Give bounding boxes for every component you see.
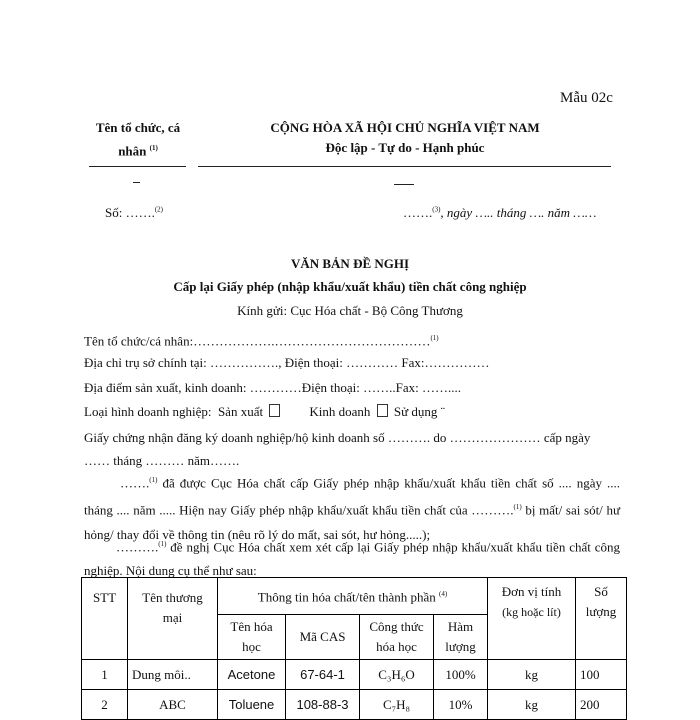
cell-formula: C₇H₈ bbox=[360, 690, 434, 720]
org-dash bbox=[133, 182, 140, 183]
header-cas: Mã CAS bbox=[286, 615, 360, 660]
org-divider bbox=[89, 166, 186, 167]
header-trade-name: Tên thương mại bbox=[128, 578, 218, 660]
national-header bbox=[200, 118, 610, 158]
document-subtitle: Cấp lại Giấy phép (nhập khẩu/xuất khẩu) tiền chất công nghiệp bbox=[173, 279, 527, 294]
cell-content: 100% bbox=[434, 660, 488, 690]
paragraph-request: ……….$^{(1)}$ đề nghị Cục Hóa chất xem xét cấp lại Giấy phép nhập khẩu/xuất khẩu tiền chất công nghiệp. Nội dung cụ thể như sau: bbox=[84, 539, 620, 579]
chemical-table bbox=[81, 577, 627, 720]
form-code: Mẫu 02c bbox=[560, 90, 613, 106]
header-stt: STT bbox=[82, 578, 128, 660]
use-checkbox[interactable]: ¨ bbox=[440, 404, 445, 419]
footnote-ref: (2) bbox=[154, 205, 164, 214]
cell-stt: 2 bbox=[82, 690, 128, 720]
table-row bbox=[82, 660, 627, 690]
national-dash bbox=[394, 184, 414, 185]
cell-unit: kg bbox=[488, 690, 576, 720]
national-divider bbox=[198, 166, 611, 167]
country-name: CỘNG HÒA XÃ HỘI CHỦ NGHĨA VIỆT NAM bbox=[270, 120, 540, 135]
registration-cert-line1: Giấy chứng nhận đăng ký doanh nghiệp/hộ kinh doanh số ………. do ………………… cấp ngày bbox=[84, 430, 591, 445]
cell-content: 10% bbox=[434, 690, 488, 720]
org-name-field: Tên tổ chức/cá nhân:……………….………………………………$^{(1)}$ bbox=[84, 333, 439, 349]
footnote-ref: (1) bbox=[513, 503, 522, 512]
paragraph-license-status: …….$^{(1)}$ đã được Cục Hóa chất cấp Giấy phép nhập khẩu/xuất khẩu tiền chất số .... ngày .... tháng .... năm ..... Hiện nay Giấy phép nhập khẩu/xuất khẩu tiền chất của ……….$^{(1)}$ bị mất/ sai sót/ hư hỏng/ thay đổi về thông tin (nêu rõ lý do mất, sai sót, hư hỏng.....); bbox=[84, 475, 620, 542]
document-title: VĂN BẢN ĐỀ NGHỊ bbox=[290, 256, 410, 271]
cell-trade: ABC bbox=[128, 690, 218, 720]
registration-cert-line2: …… tháng ……… năm……. bbox=[84, 453, 240, 468]
motto: Độc lập - Tự do - Hạnh phúc bbox=[325, 140, 485, 155]
business-type-field: Loại hình doanh nghiệp: Sản xuất Kinh doanh Sử dụng ¨ bbox=[84, 404, 445, 419]
footnote-ref: (3) bbox=[432, 205, 441, 214]
cell-chem: Toluene bbox=[218, 690, 286, 720]
place-date: …….$^{(3)}$, ngày ….. tháng …. năm …… bbox=[403, 205, 597, 220]
recipient-line: Kính gửi: Cục Hóa chất - Bộ Công Thương bbox=[237, 303, 463, 318]
cell-stt: 1 bbox=[82, 660, 128, 690]
footnote-ref: (1) bbox=[149, 144, 158, 152]
address-field: Địa chỉ trụ sở chính tại: ……………., Điện thoại: ………… Fax:…………… bbox=[84, 355, 490, 370]
trading-checkbox[interactable] bbox=[377, 404, 388, 417]
cell-chem: Acetone bbox=[218, 660, 286, 690]
cell-qty: 100 bbox=[576, 660, 627, 690]
table-row bbox=[82, 690, 627, 720]
org-label-line1: Tên tổ chức, cá bbox=[95, 120, 181, 135]
header-formula: Công thức hóa học bbox=[360, 615, 434, 660]
cell-cas: 67-64-1 bbox=[286, 660, 360, 690]
document-number: Số: …….$^{(2)}$ bbox=[105, 205, 164, 220]
header-quantity: Số lượng bbox=[576, 578, 627, 660]
cell-cas: 108-88-3 bbox=[286, 690, 360, 720]
header-chemical-info: Thông tin hóa chất/tên thành phần $^{(4)}$ bbox=[218, 578, 488, 615]
production-site-field: Địa điểm sản xuất, kinh doanh: …………Điện thoại: ……..Fax: …….... bbox=[84, 380, 461, 395]
production-checkbox[interactable] bbox=[269, 404, 280, 417]
header-chem-name: Tên hóa học bbox=[218, 615, 286, 660]
footnote-ref: (1) bbox=[149, 476, 158, 484]
footnote-ref: (4) bbox=[439, 590, 448, 599]
footnote-ref: (1) bbox=[430, 334, 439, 342]
header-content: Hàm lượng bbox=[434, 615, 488, 660]
cell-qty: 200 bbox=[576, 690, 627, 720]
cell-trade: Dung môi.. bbox=[128, 660, 218, 690]
cell-unit: kg bbox=[488, 660, 576, 690]
footnote-ref: (1) bbox=[158, 540, 167, 548]
table-header-row bbox=[82, 578, 627, 615]
org-header bbox=[84, 118, 192, 161]
org-label-line2: nhân $^{(1)}$ bbox=[118, 143, 158, 159]
header-unit: Đơn vị tính (kg hoặc lít) bbox=[488, 578, 576, 660]
cell-formula: C₃H₆O bbox=[360, 660, 434, 690]
